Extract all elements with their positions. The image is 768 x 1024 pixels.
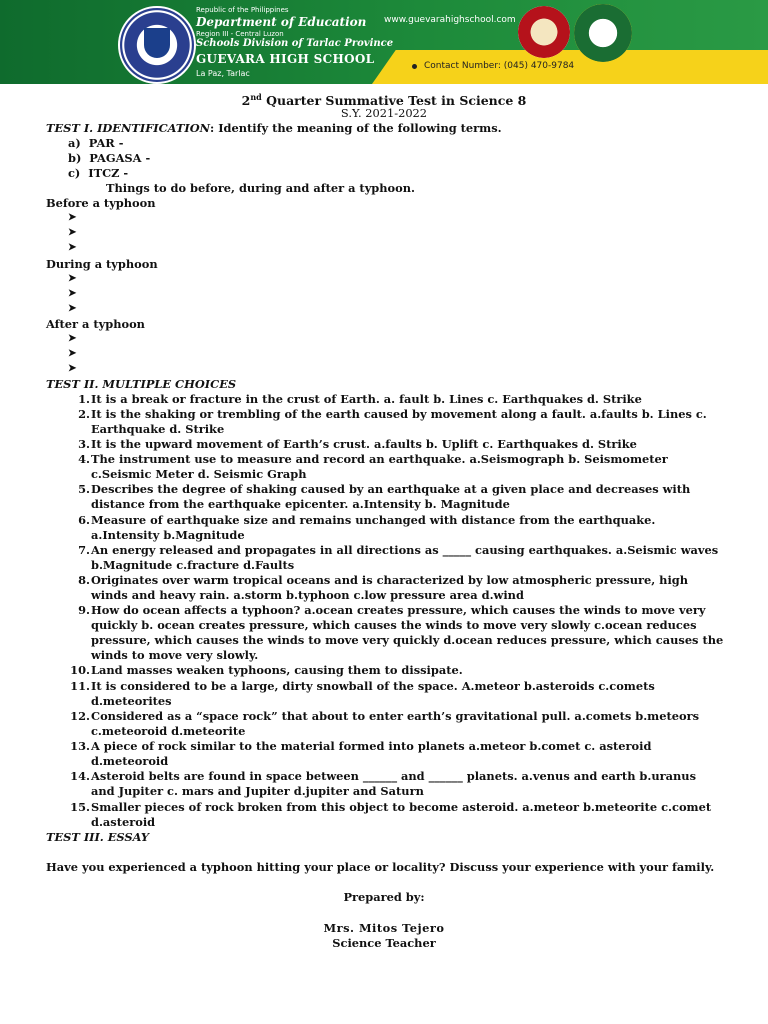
after-typhoon-label: After a typhoon bbox=[46, 317, 145, 331]
arrow-bullet-icon: ➤ bbox=[68, 212, 77, 223]
prepared-by-label: Prepared by: bbox=[343, 890, 425, 904]
identification-item: a) PAR - bbox=[68, 136, 124, 150]
page-title: 2nd Quarter Summative Test in Science 8 bbox=[241, 92, 527, 109]
test1-heading: TEST I. IDENTIFICATION: Identify the meaning of the following terms. bbox=[46, 121, 502, 135]
during-typhoon-label: During a typhoon bbox=[46, 257, 158, 271]
division-seal-icon bbox=[518, 6, 570, 58]
division-text: Schools Division of Tarlac Province bbox=[196, 38, 394, 49]
arrow-bullet-icon: ➤ bbox=[68, 333, 77, 344]
contact-number: Contact Number: (045) 470-9784 bbox=[424, 61, 575, 71]
region-text: Region III - Central Luzon bbox=[196, 30, 284, 38]
before-typhoon-label: Before a typhoon bbox=[46, 196, 156, 210]
school-header-banner bbox=[0, 0, 768, 84]
arrow-bullet-icon: ➤ bbox=[68, 363, 77, 374]
bullet-icon bbox=[412, 64, 417, 69]
department-text: Department of Education bbox=[196, 15, 367, 29]
test2-heading: TEST II. MULTIPLE CHOICES bbox=[46, 377, 237, 391]
deped-seal-icon bbox=[118, 6, 196, 84]
arrow-bullet-icon: ➤ bbox=[68, 303, 77, 314]
arrow-bullet-icon: ➤ bbox=[68, 227, 77, 238]
website-text: www.guevarahighschool.com bbox=[384, 15, 516, 25]
essay-question: Have you experienced a typhoon hitting your place or locality? Discuss your experience with your family. bbox=[46, 860, 715, 874]
school-year: S.Y. 2021-2022 bbox=[340, 106, 428, 120]
republic-text: Republic of the Philippines bbox=[196, 6, 289, 14]
arrow-bullet-icon: ➤ bbox=[68, 273, 77, 284]
school-seal-icon bbox=[574, 4, 632, 62]
typhoon-instruction: Things to do before, during and after a typhoon. bbox=[106, 181, 415, 195]
school-location: La Paz, Tarlac bbox=[196, 69, 250, 78]
identification-item: c) ITCZ - bbox=[68, 166, 129, 180]
teacher-name: Mrs. Mitos Tejero bbox=[323, 921, 445, 935]
arrow-bullet-icon: ➤ bbox=[68, 348, 77, 359]
teacher-role: Science Teacher bbox=[332, 936, 436, 950]
arrow-bullet-icon: ➤ bbox=[68, 242, 77, 253]
identification-item: b) PAGASA - bbox=[68, 151, 151, 165]
test3-heading: TEST III. ESSAY bbox=[46, 830, 150, 844]
arrow-bullet-icon: ➤ bbox=[68, 288, 77, 299]
school-name: GUEVARA HIGH SCHOOL bbox=[196, 52, 375, 66]
